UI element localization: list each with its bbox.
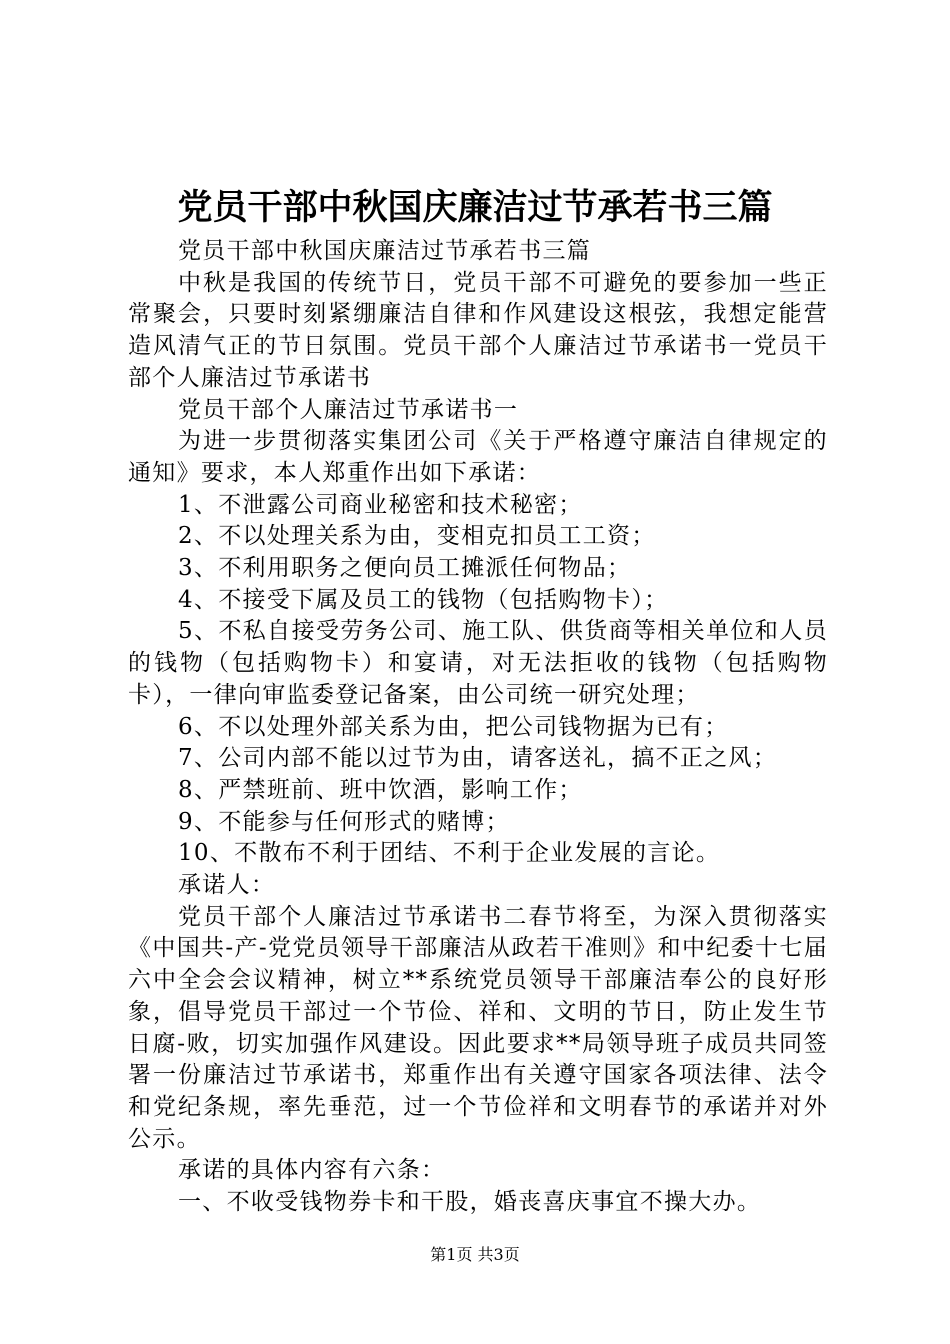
- list-item: 9、不能参与任何形式的赌博；: [178, 808, 510, 835]
- list-item: 8、严禁班前、班中饮酒，影响工作；: [178, 776, 583, 803]
- document-body: [128, 236, 828, 1219]
- list-item: 6、不以处理外部关系为由，把公司钱物据为已有；: [178, 713, 729, 740]
- page-footer: 第1页 共3页: [430, 1245, 520, 1264]
- paragraph: 承诺的具体内容有六条：: [178, 1157, 446, 1184]
- list-item: 一、不收受钱物券卡和干股，婚丧喜庆事宜不操大办。: [178, 1189, 762, 1216]
- list-item: 7、公司内部不能以过节为由，请客送礼，搞不正之风；: [178, 745, 778, 772]
- list-item: 4、不接受下属及员工的钱物（包括购物卡）；: [178, 586, 669, 613]
- list-item: 3、不利用职务之便向员工摊派任何物品；: [178, 555, 632, 582]
- paragraph: 为进一步贯彻落实集团公司《关于严格遵守廉洁自律规定的通知》要求，本人郑重作出如下承诺：: [128, 428, 828, 486]
- paragraph: 中秋是我国的传统节日，党员干部不可避免的要参加一些正常聚会，只要时刻紧绷廉洁自律和作风建设这根弦，我想定能营造风清气正的节日氛围。党员干部个人廉洁过节承诺书一党员干部个人廉洁过节承诺书: [128, 269, 828, 391]
- paragraph: 党员干部个人廉洁过节承诺书二春节将至，为深入贯彻落实《中国共-产-党党员领导干部廉洁从政若干准则》和中纪委十七届六中全会会议精神，树立**系统党员领导干部廉洁奉公的良好形象，倡导党员干部过一个节俭、祥和、文明的节日，防止发生节日腐-败，切实加强作风建设。因此要求**局领导班子成员共同签署一份廉洁过节承诺书，郑重作出有关遵守国家各项法律、法令和党纪条规，率先垂范，过一个节俭祥和文明春节的承诺并对外公示。: [128, 903, 828, 1152]
- list-item: 5、不私自接受劳务公司、施工队、供货商等相关单位和人员的钱物（包括购物卡）和宴请，对无法拒收的钱物（包括购物卡），一律向审监委登记备案，由公司统一研究处理；: [128, 618, 828, 708]
- paragraph: 党员干部中秋国庆廉洁过节承若书三篇: [178, 238, 592, 264]
- signature-label: 承诺人：: [178, 872, 276, 899]
- document-title: 党员干部中秋国庆廉洁过节承若书三篇: [177, 187, 773, 228]
- list-item: 1、不泄露公司商业秘密和技术秘密；: [178, 491, 583, 518]
- list-item: 10、不散布不利于团结、不利于企业发展的言论。: [178, 840, 721, 867]
- list-item: 2、不以处理关系为由，变相克扣员工工资；: [178, 523, 656, 550]
- paragraph: 党员干部个人廉洁过节承诺书一: [178, 396, 519, 423]
